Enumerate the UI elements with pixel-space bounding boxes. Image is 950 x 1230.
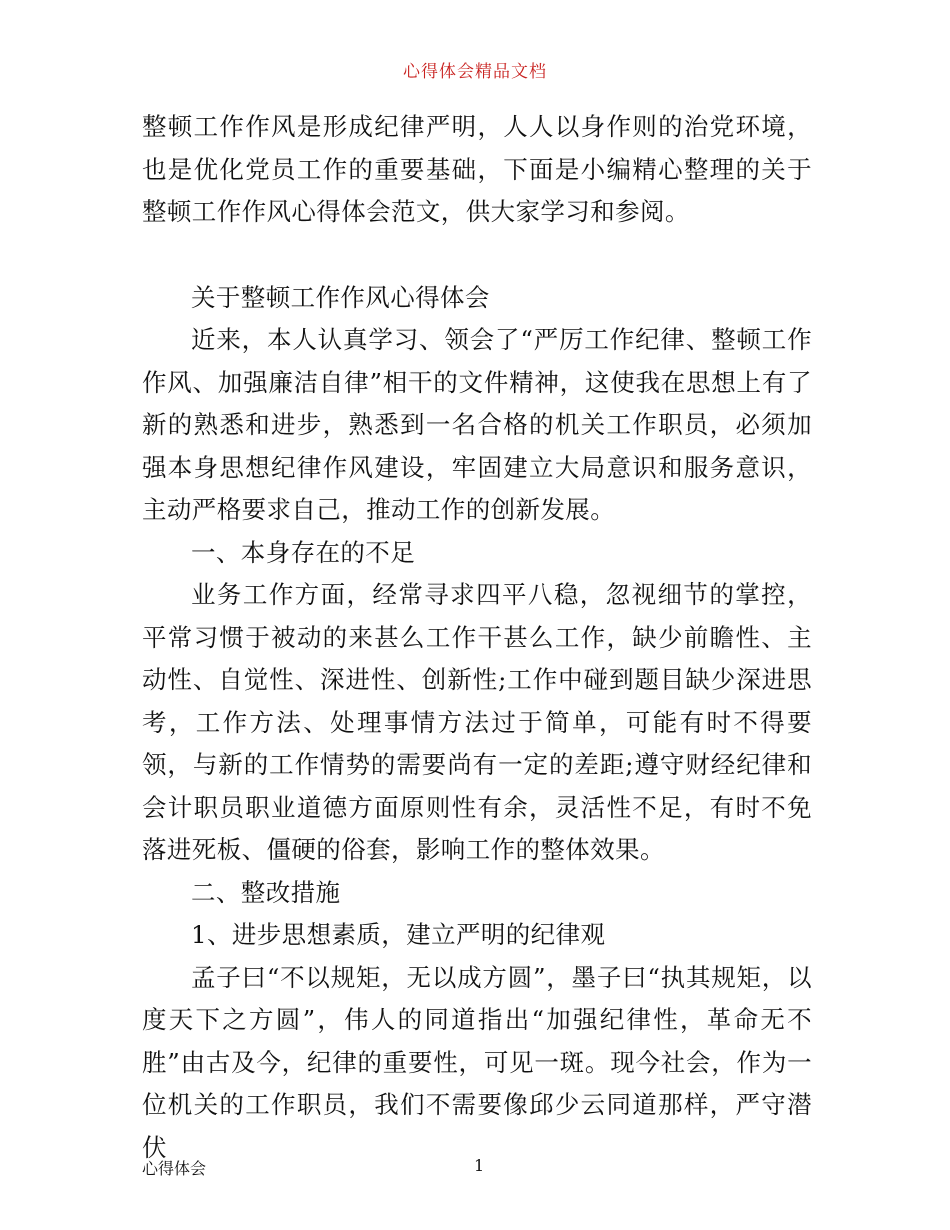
footer-label: 心得体会 xyxy=(142,1159,207,1178)
document-body xyxy=(142,106,812,1169)
paragraph-spacer xyxy=(142,234,812,277)
page-footer xyxy=(142,1156,812,1180)
subsection-1-text: 孟子曰“不以规矩，无以成方圆”，墨子曰“执其规矩，以度天下之方圆”，伟人的同道指出“加强纪律性，革命无不胜”由古及今，纪律的重要性，可见一斑。现今社会，作为一位机关的工作职员，我们不需要像邱少云同道那样，严守潜伏 xyxy=(142,962,812,1162)
intro-paragraph: 整顿工作作风是形成纪律严明，人人以身作则的治党环境，也是优化党员工作的重要基础，下面是小编精心整理的关于整顿工作作风心得体会范文，供大家学习和参阅。 xyxy=(142,112,812,226)
page-header: 心得体会精品文档 xyxy=(403,62,547,82)
article-title: 关于整顿工作作风心得体会 xyxy=(191,282,490,312)
page-number: 1 xyxy=(474,1156,485,1175)
subsection-1-heading: 1、进步思想素质，建立严明的纪律观 xyxy=(191,920,606,949)
section-2-heading: 二、整改措施 xyxy=(191,877,341,907)
section-1-text: 业务工作方面，经常寻求四平八稳，忽视细节的掌控，平常习惯于被动的来甚么工作干甚么工作，缺少前瞻性、主动性、自觉性、深进性、创新性;工作中碰到题目缺少深进思考，工作方法、处理事情方法过于简单，可能有时不得要领，与新的工作情势的需要尚有一定的差距;遵守财经纪律和会计职员职业道德方面原则性有余，灵活性不足，有时不免落进死板、僵硬的俗套，影响工作的整体效果。 xyxy=(142,580,812,864)
paragraph-1: 近来，本人认真学习、领会了“严厉工作纪律、整顿工作作风、加强廉洁自律”相干的文件精神，这使我在思想上有了新的熟悉和进步，熟悉到一名合格的机关工作职员，必须加强本身思想纪律作风建设，牢固建立大局意识和服务意识，主动严格要求自己，推动工作的创新发展。 xyxy=(142,325,812,524)
section-1-heading: 一、本身存在的不足 xyxy=(191,537,416,567)
